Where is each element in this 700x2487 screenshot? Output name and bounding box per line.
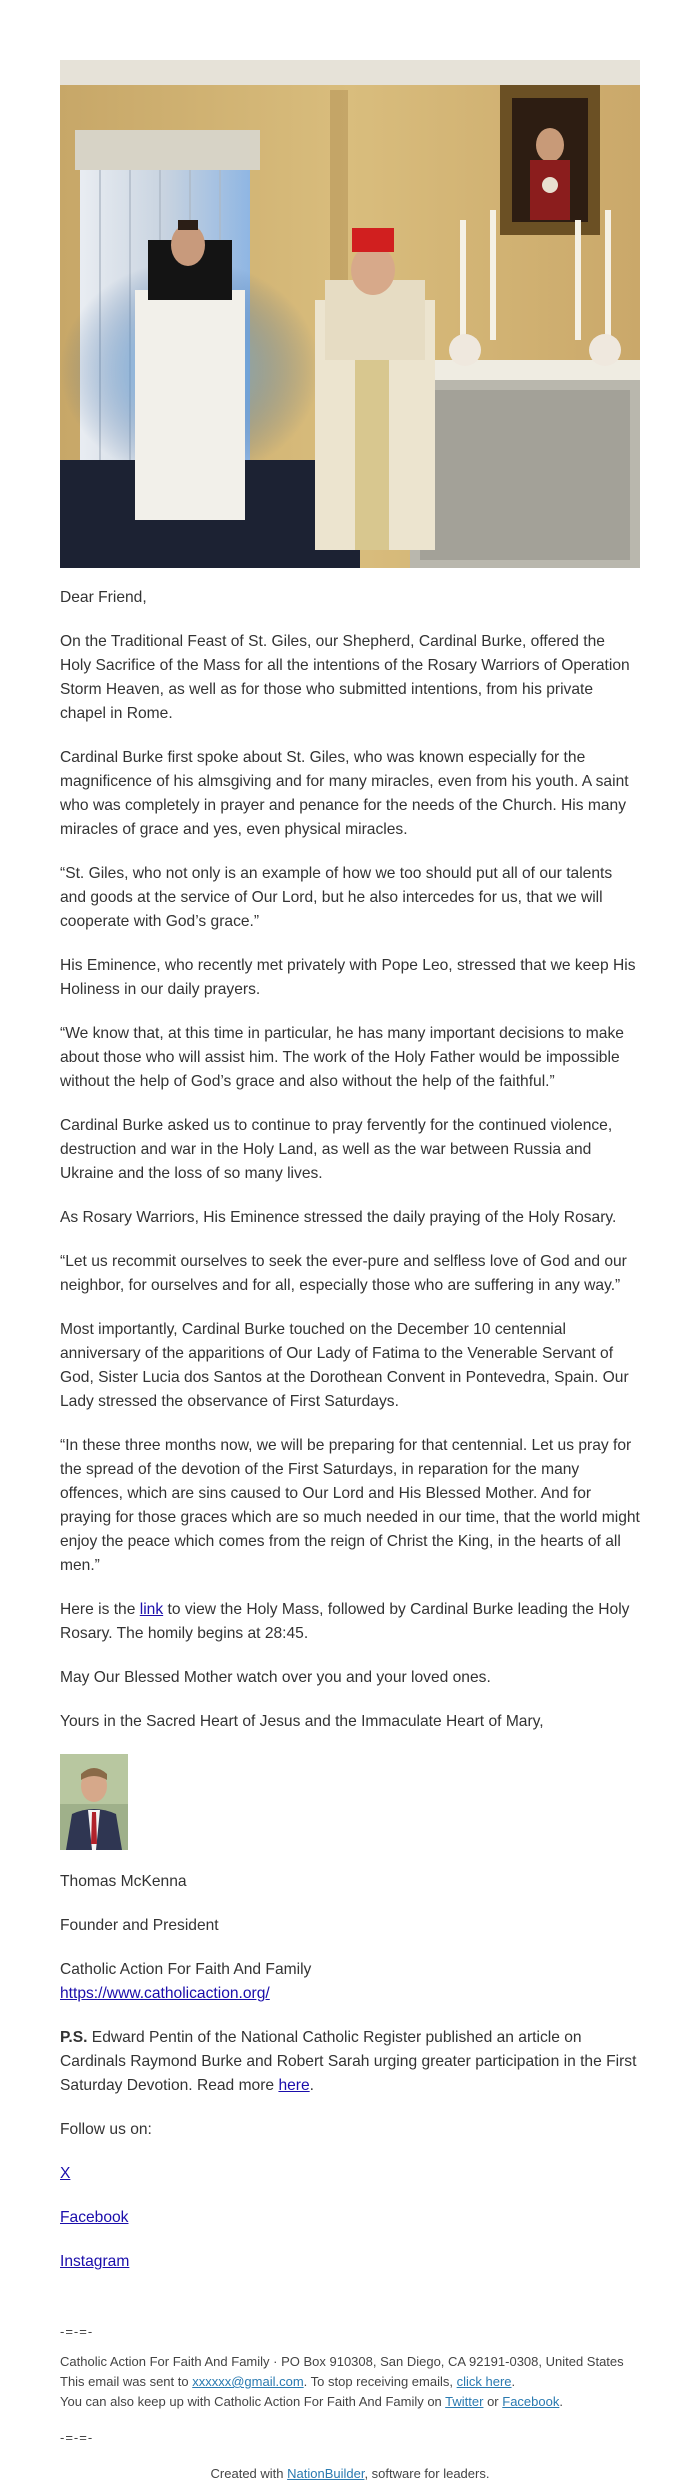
- footer-address: Catholic Action For Faith And Family · PO Box 910308, San Diego, CA 92191-0308, United States: [60, 2354, 624, 2369]
- paragraph-rosary: As Rosary Warriors, His Eminence stressed the daily praying of the Holy Rosary.: [60, 1209, 617, 1226]
- facebook-link[interactable]: Facebook: [60, 2209, 129, 2226]
- footer-keep-up: You can also keep up with Catholic Action For Faith And Family on Twitter or Facebook.: [60, 2394, 563, 2409]
- twitter-link[interactable]: Twitter: [445, 2394, 484, 2409]
- website-link[interactable]: https://www.catholicaction.org/: [60, 1985, 270, 2002]
- paragraph-st-giles: Cardinal Burke first spoke about St. Giles, who was known especially for the magnificence of his almsgiving and for many miracles, even from his youth. A saint who was completely in prayer and penance for the needs of the Church. His many miracles of grace and yes, even physical miracles.: [60, 749, 629, 838]
- hero-photo: [60, 60, 640, 568]
- instagram-link[interactable]: Instagram: [60, 2253, 130, 2270]
- ps-label: P.S.: [60, 2029, 88, 2046]
- footer-separator-top: -=-=-: [60, 2324, 94, 2339]
- x-link[interactable]: X: [60, 2165, 71, 2182]
- greeting: Dear Friend,: [60, 589, 147, 606]
- quote-centennial: “In these three months now, we will be preparing for that centennial. Let us pray for the spread of the devotion of the First Saturdays, in reparation for the many offences, which are sins caused to Our Lord and His Blessed Mother. And for praying for those graces which are so much needed in our time, that the world might enjoy the peace which comes from the reign of Christ the King, in the hearts of all men.”: [60, 1437, 640, 1574]
- quote-recommit: “Let us recommit ourselves to seek the ever-pure and selfless love of God and our neighbor, for ourselves and for all, especially those who are suffering in any way.”: [60, 1253, 627, 1294]
- paragraph-fatima: Most importantly, Cardinal Burke touched on the December 10 centennial anniversary of the apparitions of Our Lady of Fatima to the Venerable Servant of God, Sister Lucia dos Santos at the Dorothean Convent in Pontevedra, Spain. Our Lady stressed the observance of First Saturdays.: [60, 1321, 629, 1410]
- footer: [60, 2322, 640, 2448]
- read-more-link[interactable]: here: [278, 2077, 310, 2094]
- recipient-email-link[interactable]: xxxxxx@gmail.com: [192, 2374, 304, 2389]
- unsubscribe-link[interactable]: click here: [456, 2374, 512, 2389]
- footer-sent-to: This email was sent to xxxxxx@gmail.com. To stop receiving emails, click here.: [60, 2374, 516, 2389]
- email-container: [60, 0, 640, 2481]
- paragraph-blessing: May Our Blessed Mother watch over you and your loved ones.: [60, 1669, 491, 1686]
- footer-facebook-link[interactable]: Facebook: [502, 2394, 560, 2409]
- signature-name: Thomas McKenna: [60, 1873, 187, 1890]
- nationbuilder-link[interactable]: NationBuilder: [287, 2466, 365, 2481]
- nationbuilder-credit: Created with NationBuilder, software for leaders.: [210, 2466, 490, 2481]
- footer-separator-bottom: -=-=-: [60, 2430, 94, 2445]
- quote-st-giles: “St. Giles, who not only is an example of how we too should put all of our talents and goods at the service of Our Lord, but he also intercedes for us, that we will cooperate with God’s grace.”: [60, 865, 613, 930]
- postscript: P.S. Edward Pentin of the National Catholic Register published an article on Cardinals Raymond Burke and Robert Sarah urging greater participation in the First Saturday Devotion. Read more here.: [60, 2029, 637, 2094]
- paragraph-mass-link: Here is the link to view the Holy Mass, followed by Cardinal Burke leading the Holy Rosary. The homily begins at 28:45.: [60, 1601, 630, 1642]
- signature-org: Catholic Action For Faith And Family: [60, 1961, 312, 1978]
- signature-title: Founder and President: [60, 1917, 219, 1934]
- paragraph-feast: On the Traditional Feast of St. Giles, our Shepherd, Cardinal Burke, offered the Holy Sacrifice of the Mass for all the intentions of the Rosary Warriors of Operation Storm Heaven, as well as for those who submitted intentions, from his private chapel in Rome.: [60, 633, 630, 722]
- signature-org-block: [60, 1958, 640, 2006]
- follow-heading: Follow us on:: [60, 2121, 152, 2138]
- mass-video-link[interactable]: link: [139, 1601, 164, 1618]
- quote-holy-father: “We know that, at this time in particular, he has many important decisions to make about those who will assist him. The work of the Holy Father would be impossible without the help of God’s grace and also without the help of the faithful.”: [60, 1025, 624, 1090]
- social-links: [60, 2118, 640, 2274]
- paragraph-pray-war: Cardinal Burke asked us to continue to pray fervently for the continued violence, destruction and war in the Holy Land, as well as the war between Russia and Ukraine and the loss of so many lives.: [60, 1117, 613, 1182]
- signature-photo: [60, 1754, 128, 1850]
- paragraph-closing: Yours in the Sacred Heart of Jesus and the Immaculate Heart of Mary,: [60, 1713, 544, 1730]
- paragraph-pope-leo: His Eminence, who recently met privately with Pope Leo, stressed that we keep His Holiness in our daily prayers.: [60, 957, 636, 998]
